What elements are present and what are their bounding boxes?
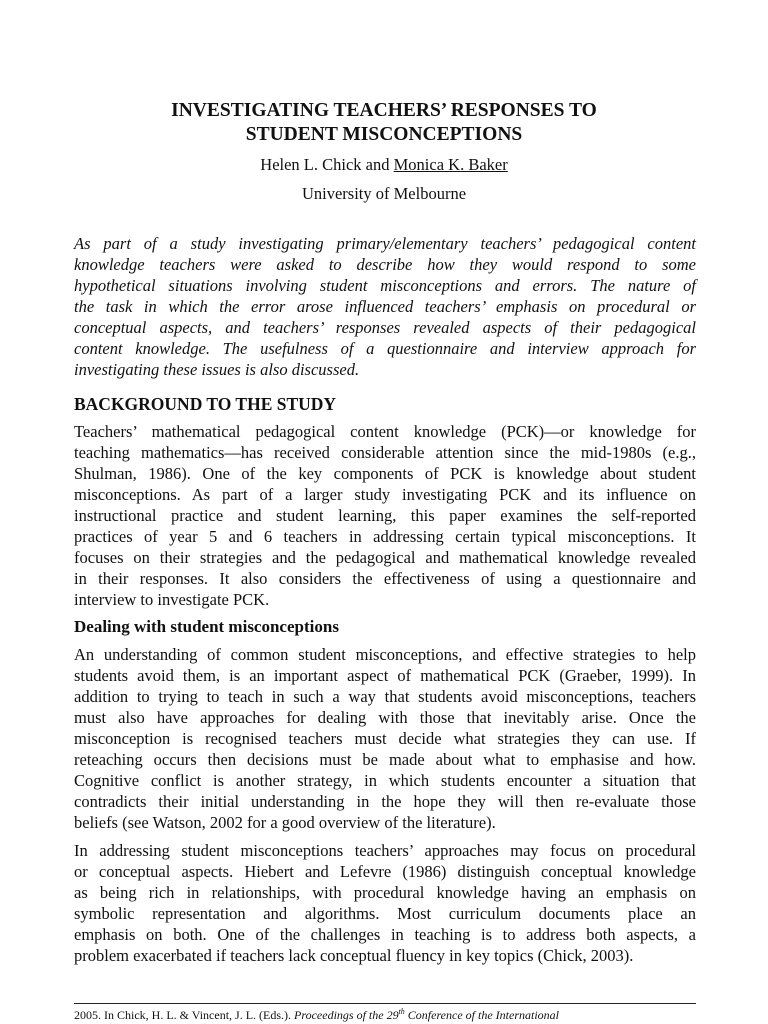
paragraph-line: Cognitive conflict is another strategy, in which students encounter a situation that <box>74 771 696 790</box>
abstract-line: investigating these issues is also discussed. <box>74 360 360 379</box>
paragraph-line: emphasis on both. One of the challenges in teaching is to address both aspects, a <box>74 925 696 944</box>
paragraph-line: interview to investigate PCK. <box>74 590 270 609</box>
abstract-line: the task in which the error arose influenced teachers’ emphasis on procedural or <box>74 297 696 316</box>
footer-citation <box>74 1008 696 1022</box>
paragraph-line: beliefs (see Watson, 2002 for a good overview of the literature). <box>74 813 496 832</box>
paragraph-misconceptions <box>74 644 696 833</box>
paragraph-line: in their responses. It also considers the effectiveness of using a questionnaire and <box>74 569 696 588</box>
paragraph-line: misconception is recognised teachers must decide what strategies they can use. If <box>74 729 696 748</box>
footer-proceedings-title: Proceedings of the 29 <box>294 1008 399 1022</box>
paragraph-line: students avoid them, is an important aspect of mathematical PCK (Graeber, 1999). In <box>74 666 696 685</box>
abstract-line: hypothetical situations involving student misconceptions and errors. The nature of <box>74 276 696 295</box>
author-presenting: Monica K. Baker <box>393 155 508 174</box>
paragraph-line: addition to trying to teach in such a way that students avoid misconceptions, teachers <box>74 687 696 706</box>
paragraph-line: focuses on their strategies and the pedagogical and mathematical knowledge revealed <box>74 548 696 567</box>
paragraph-line: problem exacerbated if teachers lack conceptual fluency in key topics (Chick, 2003). <box>74 946 634 965</box>
title-line-2: STUDENT MISCONCEPTIONS <box>245 124 523 145</box>
section-heading: BACKGROUND TO THE STUDY <box>74 394 337 414</box>
abstract-line: content knowledge. The usefulness of a questionnaire and interview approach for <box>74 339 696 358</box>
paragraph-background <box>74 421 696 610</box>
author-list <box>60 155 708 175</box>
paragraph-line: as being rich in relationships, with procedural knowledge having an emphasis on <box>74 883 696 902</box>
footer-superscript: th <box>398 1007 405 1016</box>
paragraph-line: instructional practice and student learning, this paper examines the self-reported <box>74 506 696 525</box>
paragraph-line: reteaching occurs then decisions must be made about what to emphasise and how. <box>74 750 696 769</box>
footer-proceedings-suffix: Conference of the International <box>404 1008 559 1022</box>
abstract <box>74 233 696 380</box>
paragraph-line: misconceptions. As part of a larger study investigating PCK and its influence on <box>74 485 696 504</box>
abstract-line: knowledge teachers were asked to describe how they would respond to some <box>74 255 696 274</box>
paper-title <box>60 99 708 147</box>
footer-rule <box>74 1003 696 1004</box>
paragraph-line: symbolic representation and algorithms. Most curriculum documents place an <box>74 904 696 923</box>
paragraph-line: An understanding of common student misconceptions, and effective strategies to help <box>74 645 696 664</box>
paragraph-line: Shulman, 1986). One of the key components of PCK is knowledge about student <box>74 464 696 483</box>
footer-prefix: 2005. In Chick, H. L. & Vincent, J. L. (Eds.). <box>74 1008 295 1022</box>
paragraph-line: Teachers’ mathematical pedagogical content knowledge (PCK)—or knowledge for <box>74 422 696 441</box>
abstract-line: conceptual aspects, and teachers’ responses revealed aspects of their pedagogical <box>74 318 696 337</box>
paragraph-line: must also have approaches for dealing with those that inevitably arise. Once the <box>74 708 696 727</box>
subsection-heading: Dealing with student misconceptions <box>74 617 339 636</box>
paragraph-line: practices of year 5 and 6 teachers in addressing certain typical misconceptions. It <box>74 527 696 546</box>
paragraph-line: teaching mathematics—has received considerable attention since the mid-1980s (e.g., <box>74 443 696 462</box>
paragraph-line: In addressing student misconceptions teachers’ approaches may focus on procedural <box>74 841 696 860</box>
paragraph-line: contradicts their initial understanding in the hope they will then re-evaluate those <box>74 792 696 811</box>
footer-proceedings <box>294 1008 559 1022</box>
title-line-1: INVESTIGATING TEACHERS’ RESPONSES TO <box>171 100 597 121</box>
paragraph-line: or conceptual aspects. Hiebert and Lefevre (1986) distinguish conceptual knowledge <box>74 862 696 881</box>
affiliation: University of Melbourne <box>301 184 467 203</box>
paragraph-approaches <box>74 840 696 966</box>
author-first: Helen L. Chick <box>260 155 362 174</box>
abstract-line: As part of a study investigating primary/elementary teachers’ pedagogical content <box>74 234 696 253</box>
author-conjunction: and <box>361 155 394 174</box>
